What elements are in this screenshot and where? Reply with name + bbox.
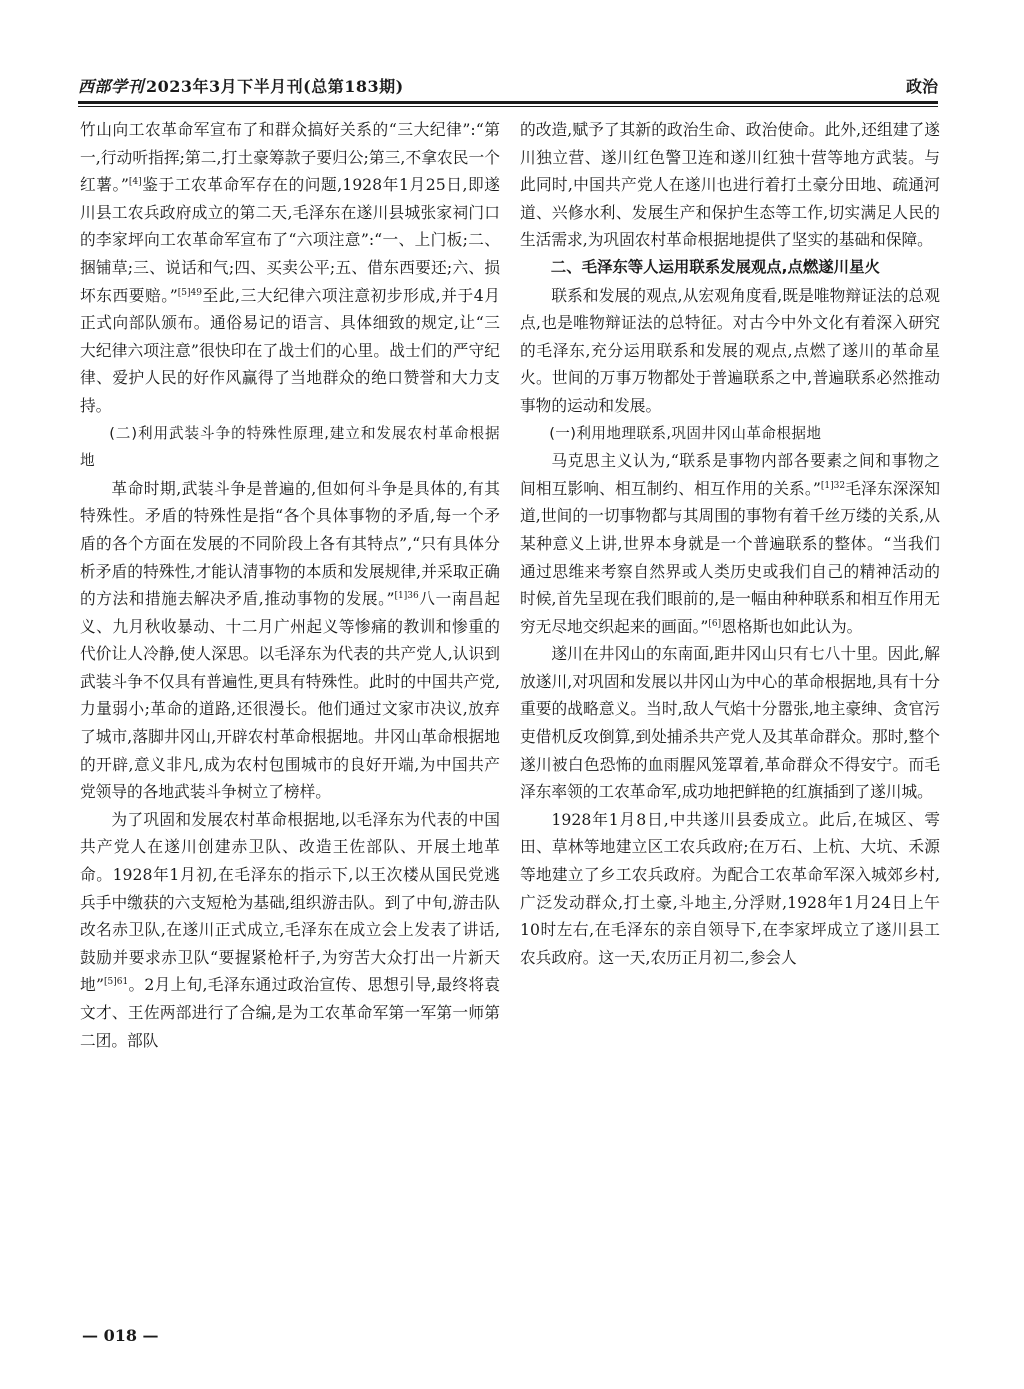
citation: [1]36: [394, 590, 419, 601]
paragraph: 1928年1月8日,中共遂川县委成立。此后,在城区、雩田、草林等地建立区工农兵政府;在万石、上杭、大坑、禾源等地建立了乡工农兵政府。为配合工农革命军深入城郊乡村,广泛发动群众,打土豪,斗地主,分浮财,1928年1月24日上午10时左右,在毛泽东的亲自领导下,在李家坪成立了遂川县工农兵政府。这一天,农历正月初二,参会人: [520, 809, 940, 967]
header-rule-thick: [78, 101, 938, 104]
citation: [1]32: [820, 480, 846, 491]
paragraph: 联系和发展的观点,从宏观角度看,既是唯物辩证法的总观点,也是唯物辩证法的总特征。对古今中外文化有着深入研究的毛泽东,充分运用联系和发展的观点,点燃了遂川的革命星火。世间的万事万物都处于普遍联系之中,普遍联系必然推动事物的运动和发展。: [520, 285, 940, 415]
header-rule-thin: [78, 106, 938, 107]
paragraph-continued: 的改造,赋予了其新的政治生命、政治使命。此外,还组建了遂川独立营、遂川红色警卫连和遂川红独十营等地方武装。与此同时,中国共产党人在遂川也进行着打土豪分田地、疏通河道、兴修水利、发展生产和保护生态等工作,切实满足人民的生活需求,为巩固农村革命根据地提供了坚实的基础和保障。: [520, 120, 940, 250]
subsection-heading: (一)利用地理联系,巩固井冈山革命根据地: [549, 424, 822, 442]
paragraph: 革命时期,武装斗争是普遍的,但如何斗争是具体的,有其特殊性。矛盾的特殊性是指“各个具体事物的矛盾,每一个矛盾的各个方面在发展的不同阶段上各有其特点”,“只有具体分析矛盾的特殊性,才能认清事物的本质和发展规律,并采取正确的方法和措施去解决矛盾,推动事物的发展。”$^{[1]36}$八一南昌起义、九月秋收暴动、十二月广州起义等惨痛的教训和惨重的代价让人冷静,使人深思。以毛泽东为代表的共产党人,认识到武装斗争不仅具有普遍性,更具有特殊性。此时的中国共产党,力量弱小;革命的道路,还很漫长。他们通过文家市决议,放弃了城市,落脚井冈山,开辟农村革命根据地。井冈山革命根据地的开辟,意义非凡,成为农村包围城市的良好开端,为中国共产党领导的各地武装斗争树立了榜样。: [80, 478, 501, 802]
citation: [5]49: [177, 287, 202, 298]
left-column: [80, 116, 500, 1054]
citation: [4]: [128, 176, 142, 187]
paragraph: 马克思主义认为,“联系是事物内部各要素之间和事物之间相互影响、相互制约、相互作用的关系。”$^{[1]32}$毛泽东深深知道,世间的一切事物都与其周围的事物有着千丝万缕的关系,从某种意义上讲,世界本身就是一个普遍联系的整体。“当我们通过思维来考察自然界或人类历史或我们自己的精神活动的时候,首先呈现在我们眼前的,是一幅由种种联系和相互作用无穷无尽地交织起来的画面。”[6]恩格斯也如此认为。: [520, 451, 941, 636]
page-number: — 018 —: [82, 1326, 159, 1345]
subsection-heading: (二)利用武装斗争的特殊性原理,建立和发展农村革命根据地: [80, 424, 500, 470]
right-column: [520, 116, 940, 971]
journal-logo: 西部学刊: [78, 77, 145, 96]
paragraph: 为了巩固和发展农村革命根据地,以毛泽东为代表的中国共产党人在遂川创建赤卫队、改造王佐部队、开展土地革命。1928年1月初,在毛泽东的指示下,以王次楼从国民党逃兵手中缴获的六支短枪为基础,组织游击队。到了中旬,游击队改名赤卫队,在遂川正式成立,毛泽东在成立会上发表了讲话,鼓励并要求赤卫队“要握紧枪杆子,为穷苦大众打出一片新天地”$^{[5]61}$。2月上旬,毛泽东通过政治宣传、思想引导,最终将袁文才、王佐两部进行了合编,是为工农革命军第一军第一师第二团。部队: [80, 809, 500, 1050]
citation: [6]: [708, 618, 722, 629]
journal-title: [78, 74, 404, 97]
citation: [5]61: [103, 977, 129, 988]
section-heading: 二、毛泽东等人运用联系发展观点,点燃遂川星火: [550, 257, 880, 276]
running-header: [78, 74, 938, 100]
journal-issue: 2023年3月下半月刊(总第183期): [146, 77, 404, 96]
paragraph-continued: 竹山向工农革命军宣布了和群众搞好关系的“三大纪律”:“第一,行动听指挥;第二,打土豪筹款子要归公;第三,不拿农民一个红薯。”[4]鉴于工农革命军存在的问题,1928年1月25日,即遂川县工农兵政府成立的第二天,毛泽东在遂川县城张家祠门口的李家坪向工农革命军宣布了“六项注意”:“一、上门板;二、捆铺草;三、说话和气;四、买卖公平;五、借东西要还;六、损坏东西要赔。”$^{[5]49}$至此,三大纪律六项注意初步形成,并于4月正式向部队颁布。通俗易记的语言、具体细致的规定,让“三大纪律六项注意”很快印在了战士们的心里。战士们的严守纪律、爱护人民的好作风赢得了当地群众的绝口赞誉和大力支持。: [80, 120, 500, 415]
paragraph: 遂川在井冈山的东南面,距井冈山只有七八十里。因此,解放遂川,对巩固和发展以井冈山为中心的革命根据地,具有十分重要的战略意义。当时,敌人气焰十分嚣张,地主豪绅、贪官污吏借机反攻倒算,到处捕杀共产党人及其革命群众。那时,整个遂川被白色恐怖的血雨腥风笼罩着,革命群众不得安宁。而毛泽东率领的工农革命军,成功地把鲜艳的红旗插到了遂川城。: [520, 644, 940, 802]
section-name: 政治: [905, 77, 938, 96]
